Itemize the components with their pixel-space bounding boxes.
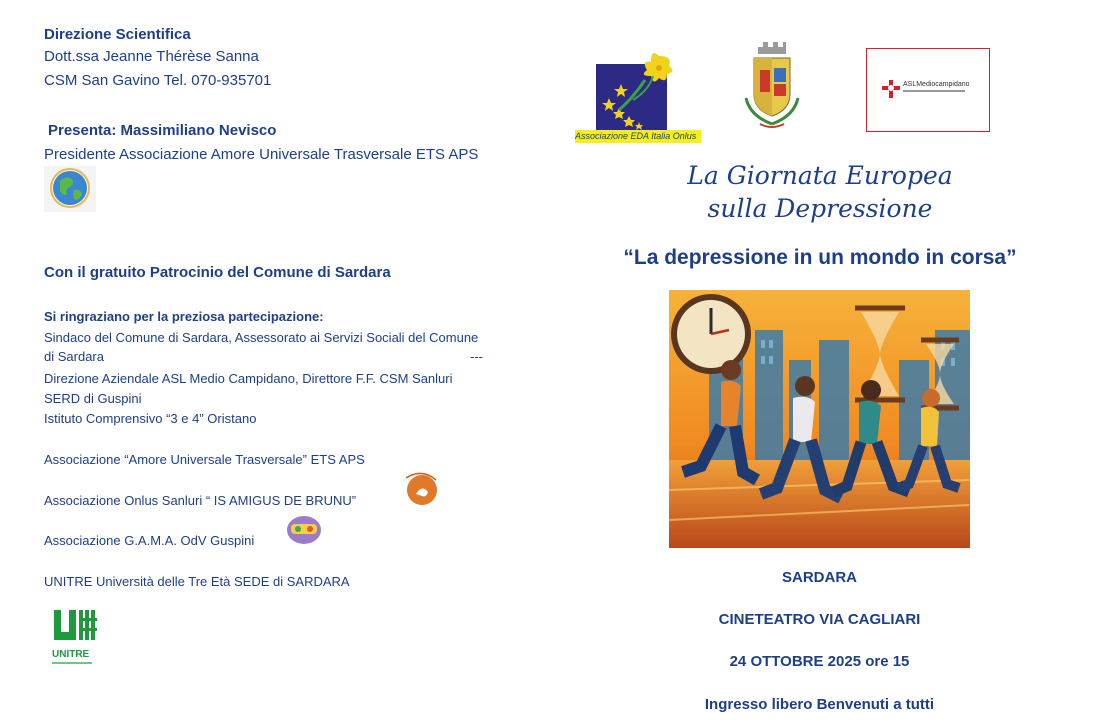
event-ingresso: Ingresso libero Benvenuti a tutti [704,696,935,713]
direzione-contact: CSM San Gavino Tel. 070-935701 [44,72,272,89]
unitre-logo-subtext [52,662,92,664]
ringraziamenti-line: SERD di Guspini [44,391,142,406]
event-title-line1: La Giornata Europea [687,161,953,190]
event-date: 24 OTTOBRE 2025 ore 15 [729,653,910,670]
patrocinio-line: Con il gratuito Patrocinio del Comune di Sardara [44,264,391,281]
ringraziamenti-dashes: --- [470,349,483,364]
direzione-name: Dott.ssa Jeanne Thérèse Sanna [44,48,259,65]
aut-globe-logo [44,166,96,212]
eda-caption: Associazione EDA Italia Onlus [575,130,701,143]
presenta-line: Presenta: Massimiliano Nevisco [48,122,277,139]
event-city: SARDARA [782,569,857,586]
eda-logo [575,50,701,144]
event-subtitle: “La depressione in un mondo in corsa” [623,246,1017,269]
assoc-gama: Associazione G.A.M.A. OdV Guspini [44,533,255,548]
direzione-title: Direzione Scientifica [44,26,191,43]
presidente-line: Presidente Associazione Amore Universale Trasversale ETS APS [44,146,479,163]
ringraziamenti-line: Direzione Aziendale ASL Medio Campidano, Direttore F.F. CSM Sanluri [44,371,453,386]
unitre-logo-text: UNITRE [52,649,90,660]
ringraziamenti-line: Sindaco del Comune di Sardara, Assessorato ai Servizi Sociali del Comune [44,330,479,345]
asl-logo-text: ASLMediocampidano [903,81,970,88]
gama-logo [285,514,323,546]
unitre-logo [52,608,100,664]
comune-sardara-crest [740,40,804,132]
event-venue: CINETEATRO VIA CAGLIARI [718,611,921,628]
is-amigus-logo [400,470,440,508]
asl-mediocampidano-logo [866,48,990,132]
unitre-line: UNITRE Università delle Tre Età SEDE di SARDARA [44,574,350,589]
ringraziamenti-title: Si ringraziano per la preziosa partecipazione: [44,309,324,324]
ringraziamenti-line: di Sardara [44,349,104,364]
asl-logo-subtext [903,90,965,92]
event-title-line2: sulla Depressione [707,194,933,223]
ringraziamenti-line: Istituto Comprensivo “3 e 4” Oristano [44,411,257,426]
assoc-aut: Associazione “Amore Universale Trasversale” ETS APS [44,452,365,467]
assoc-is-amigus: Associazione Onlus Sanluri “ IS AMIGUS DE BRUNU” [44,493,357,508]
runners-poster-image [669,290,970,548]
